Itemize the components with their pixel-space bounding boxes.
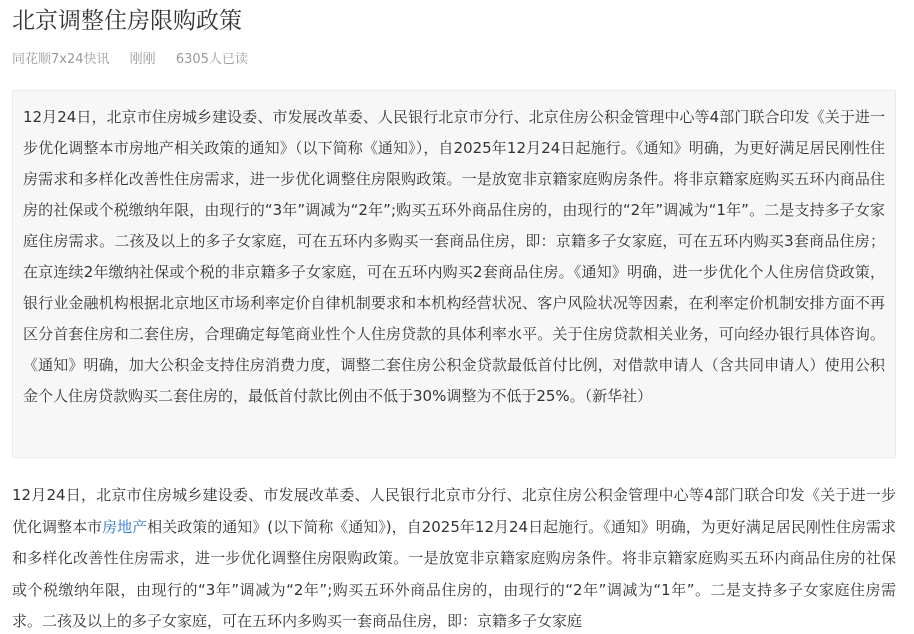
- read-count: 6305人已读: [175, 52, 248, 67]
- article-meta: [12, 50, 264, 70]
- article-text-part-1: 12月24日，北京市住房城乡建设委、市发展改革委、人民银行北京市分行、北京住房公积金管理中心等4部门联合印发《关于进一步优化调整本市: [12, 486, 896, 536]
- source-label: 同花顺7x24快讯: [12, 52, 110, 67]
- summary-text: 12月24日，北京市住房城乡建设委、市发展改革委、人民银行北京市分行、北京住房公积金管理中心等4部门联合印发《关于进一步优化调整本市房地产相关政策的通知》（以下简称《通知》），自2025年12月24日起施行。《通知》明确，为更好满足居民刚性住房需求和多样化改善性住房需求，进一步优化调整住房限购政策。一是放宽非京籍家庭购房条件。将非京籍家庭购买五环内商品住房的社保或个税缴纳年限，由现行的“3年”调减为“2年”;购买五环外商品住房的，由现行的“2年”调减为“1年”。二是支持多子女家庭住房需求。二孩及以上的多子女家庭，可在五环内多购买一套商品住房，即：京籍多子女家庭，可在五环内购买3套商品住房；在京连续2年缴纳社保或个税的非京籍多子女家庭，可在五环内购买2套商品住房。《通知》明确，进一步优化个人住房信贷政策，银行业金融机构根据北京地区市场利率定价自律机制要求和本机构经营状况、客户风险状况等因素，在利率定价机制安排方面不再区分首套住房和二套住房，合理确定每笔商业性个人住房贷款的具体利率水平。关于住房贷款相关业务，可向经办银行具体咨询。《通知》明确，加大公积金支持住房消费力度，调整二套住房公积金贷款最低首付比例，对借款申请人（含共同申请人）使用公积金个人住房贷款购买二套住房的，最低首付款比例由不低于30%调整为不低于25%。（新华社）: [23, 108, 885, 405]
- publish-time: 刚刚: [129, 52, 156, 67]
- article-body: [12, 480, 896, 634]
- page-title: 北京调整住房限购政策: [12, 8, 242, 34]
- article-text-part-2: 相关政策的通知》(以下简称《通知》)，自2025年12月24日起施行。《通知》明确，为更好满足居民刚性住房需求和多样化改善性住房需求，进一步优化调整住房限购政策。一是放宽非京籍家庭购房条件。将非京籍家庭购买五环内商品住房的社保或个税缴纳年限，由现行的“3年”调减为“2年”;购买五环外商品住房的，由现行的“2年”调减为“1年”。二是支持多子女家庭住房需求。二孩及以上的多子女家庭，可在五环内多购买一套商品住房，即：京籍多子女家庭: [12, 517, 896, 630]
- summary-box: [12, 90, 896, 458]
- real-estate-link[interactable]: 房地产: [102, 517, 148, 536]
